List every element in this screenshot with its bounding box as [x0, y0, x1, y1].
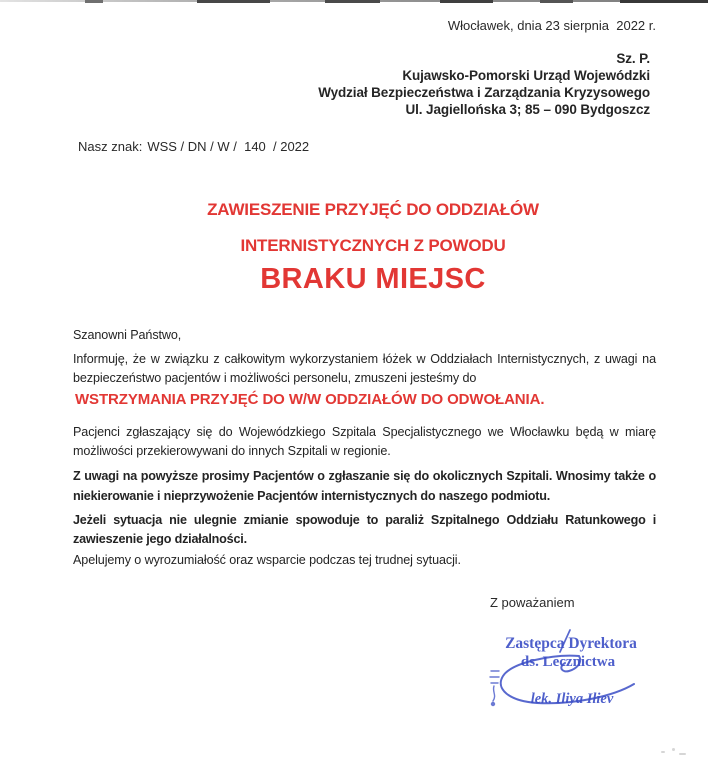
date-line: Włocławek, dnia 23 sierpnia 2022 r.: [447, 18, 656, 33]
stamp-graphic: [482, 626, 654, 720]
scan-edge-segment: [197, 0, 270, 3]
scan-speck: [661, 751, 665, 753]
recipient-line: Kujawsko-Pomorski Urząd Wojewódzki: [402, 68, 650, 83]
scan-edge-segment: [620, 0, 708, 3]
scan-edge-segment: [540, 0, 573, 3]
paragraph-request: Z uwagi na powyższe prosimy Pacjentów o zgłaszanie się do okolicznych Szpitali. Wnosimy także o niekierowanie i nieprzywożenie Pacjentów internistycznych do naszego podmiotu.: [73, 469, 656, 503]
paragraph-redirection: Pacjenci zgłaszający się do Wojewódzkiego Szpitala Specjalistycznego we Włocławku będą w miarę możliwości przekierowywani do innych Szpitali w regionie.: [73, 425, 656, 458]
ink-blot: [491, 702, 495, 706]
recipient-line: Ul. Jagiellońska 3; 85 – 090 Bydgoszcz: [405, 102, 650, 117]
paragraph-intro: Informuję, że w związku z całkowitym wykorzystaniem łóżek w Oddziałach Internistycznych, z uwagi na bezpieczeństwo pacjentów i możliwości personelu, zmuszeni jesteśmy do: [73, 352, 656, 385]
heading-line-2: INTERNISTYCZNYCH Z POWODU: [240, 236, 506, 255]
ink-squiggle-mark: [490, 671, 499, 701]
greeting: Szanowni Państwo,: [73, 328, 182, 342]
scan-edge-segment: [440, 0, 493, 3]
recipient-line: Wydział Bezpieczeństwa i Zarządzania Kryzysowego: [318, 85, 650, 100]
reference-value: WSS / DN / W / 140 / 2022: [147, 139, 310, 154]
reference-label: Nasz znak:: [78, 139, 143, 154]
scan-speck: [679, 753, 686, 755]
red-suspension-statement: WSTRZYMANIA PRZYJĘĆ DO W/W ODDZIAŁÓW DO ODWOŁANIA.: [75, 391, 545, 408]
closing-phrase: Z poważaniem: [490, 595, 575, 610]
recipient-salutation: Sz. P.: [616, 51, 650, 66]
recipient-block: [318, 50, 650, 118]
scan-edge-segment: [325, 0, 380, 3]
stamp-title-line-1: Zastępca Dyrektora: [505, 635, 637, 652]
scan-speck: [672, 748, 675, 751]
stamp-signature-name: lek. Iliya Iliev: [530, 691, 614, 707]
paragraph-appeal: Apelujemy o wyrozumiałość oraz wsparcie podczas tej trudnej sytuacji.: [73, 553, 461, 567]
reference-number: [78, 139, 309, 154]
heading-line-3: BRAKU MIEJSC: [260, 263, 486, 295]
scan-edge-segment: [85, 0, 103, 3]
stamp-title-line-2: ds. Lecznictwa: [520, 654, 616, 670]
heading-line-1: ZAWIESZENIE PRZYJĘĆ DO ODDZIAŁÓW: [207, 200, 539, 219]
paragraph-warning: Jeżeli sytuacja nie ulegnie zmianie spowoduje to paraliż Szpitalnego Oddziału Ratunkowego i zawieszenie jego działalności.: [73, 513, 656, 546]
signature-stamp: [482, 626, 654, 720]
